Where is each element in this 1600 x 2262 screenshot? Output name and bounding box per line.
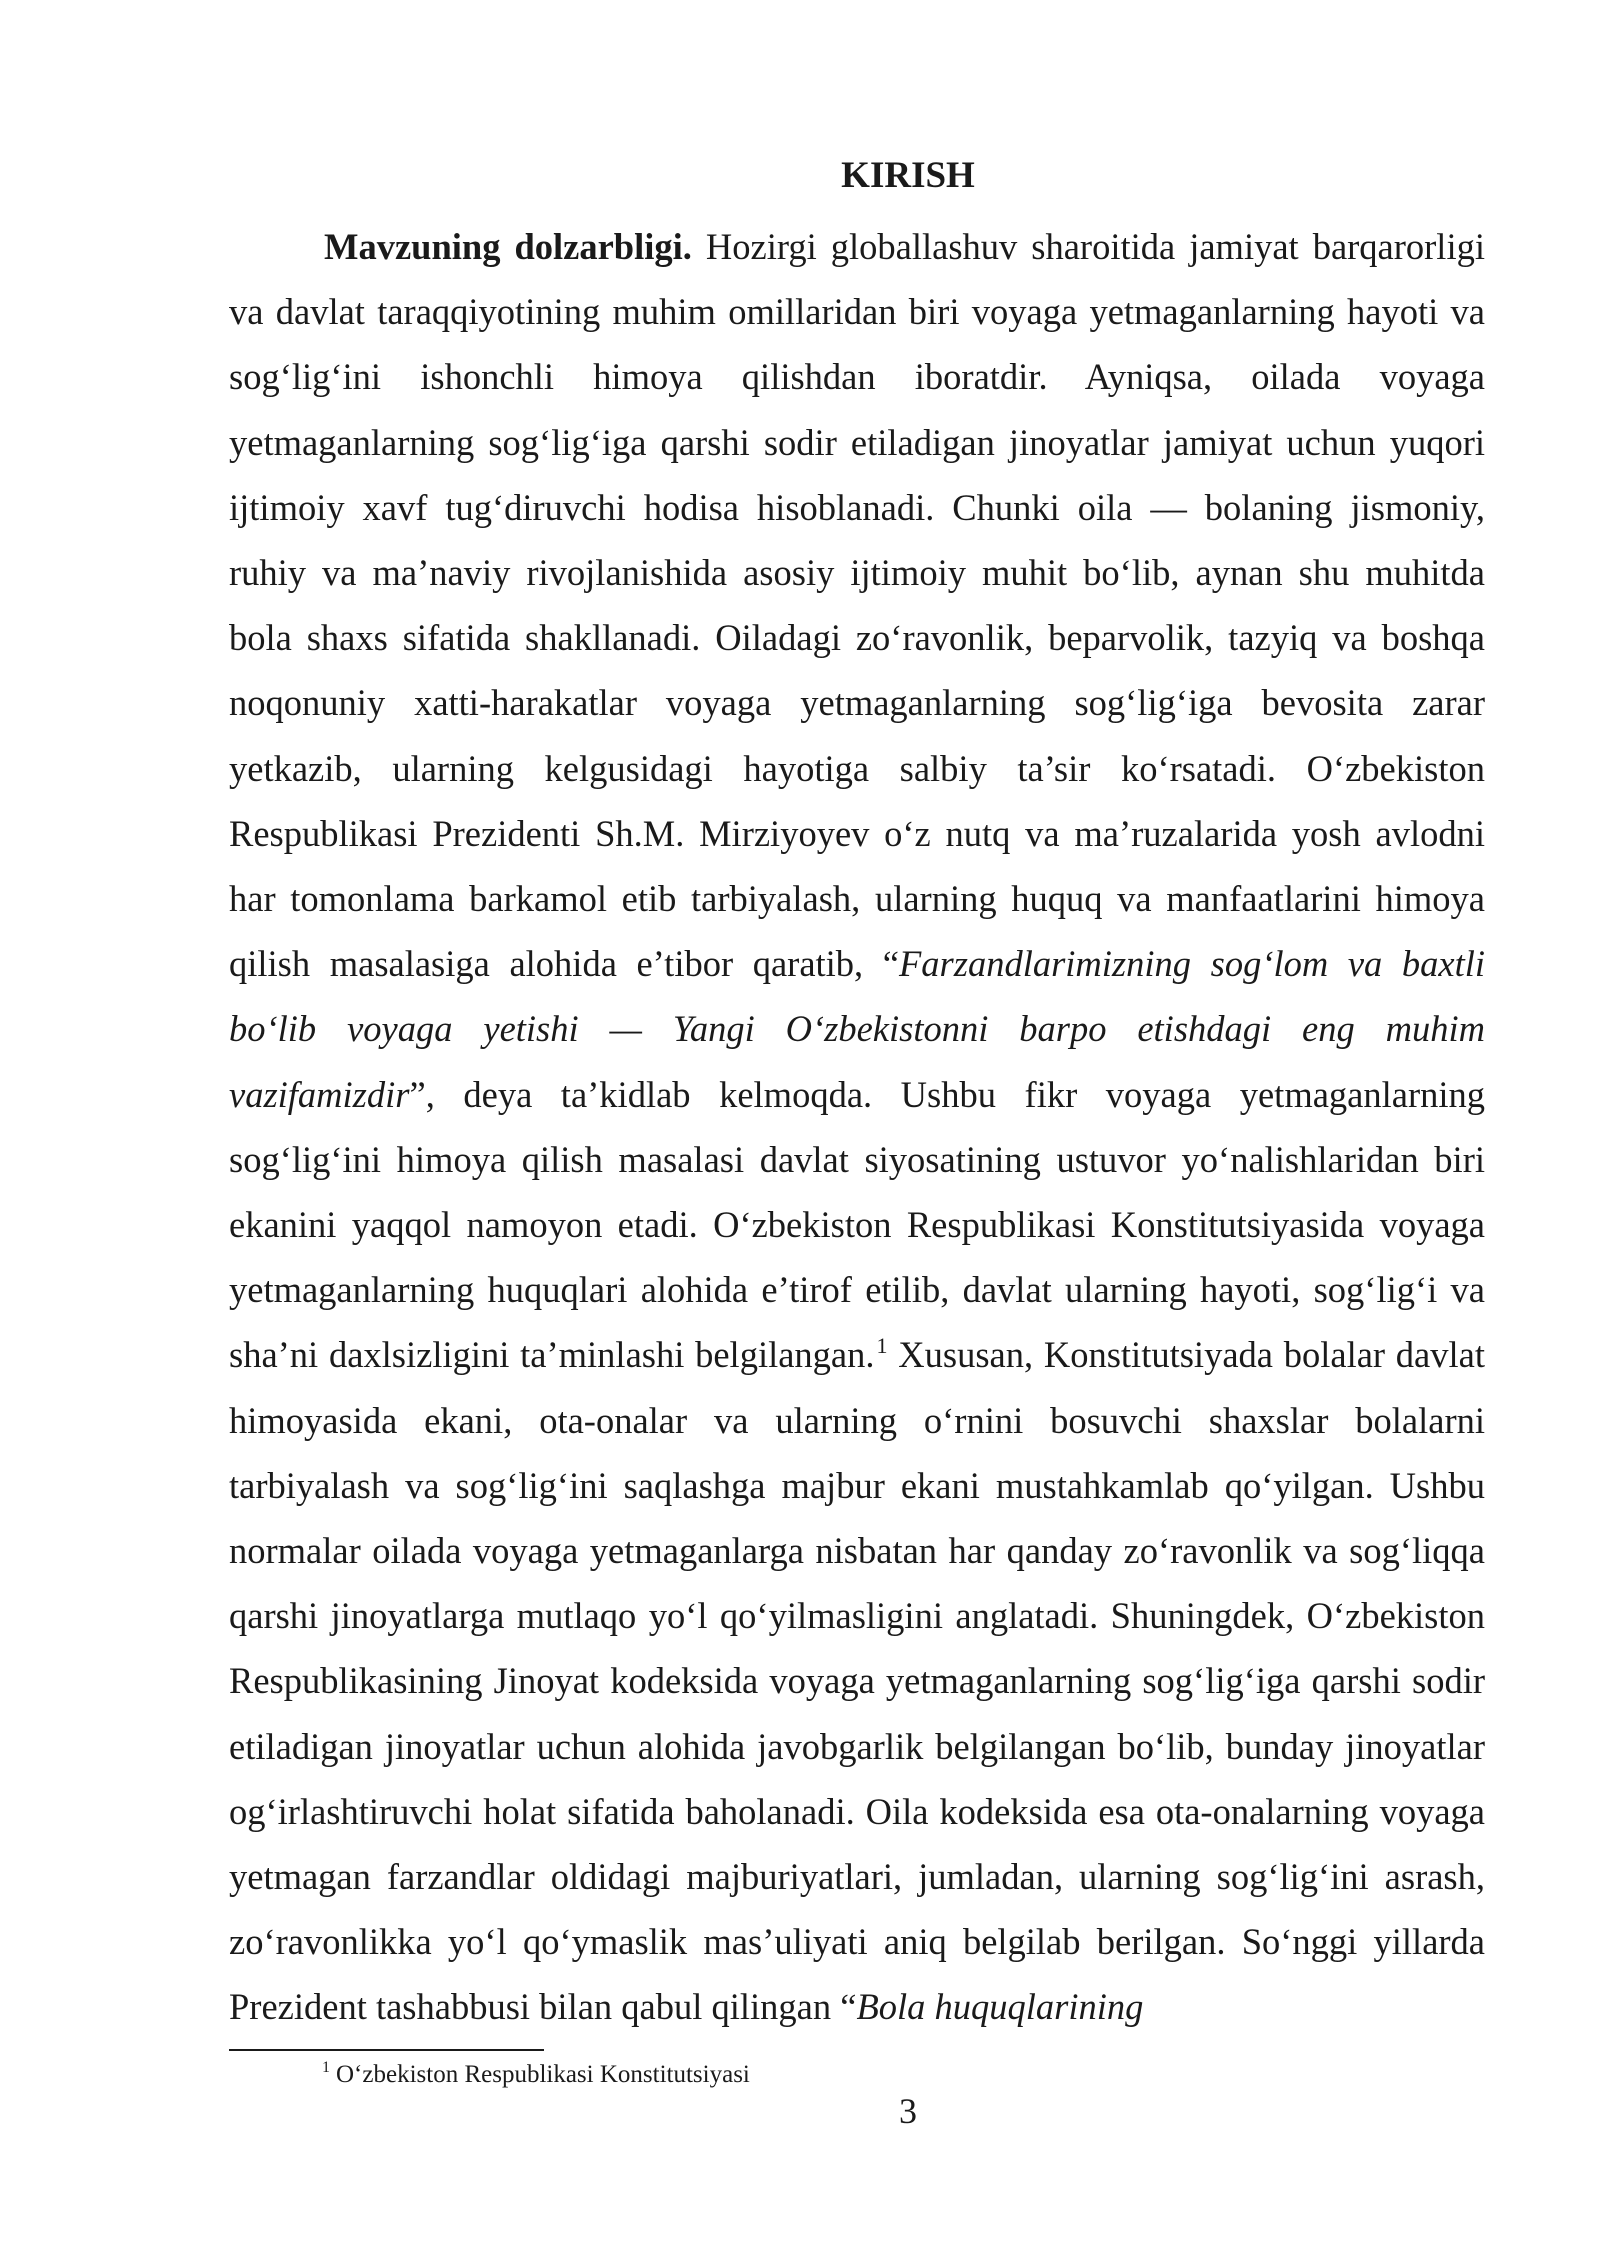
section-lead: Mavzuning dolzarbligi. bbox=[324, 226, 692, 267]
paragraph-text-part-3: Xususan, Konstitutsiyada bolalar davlat himoyasida ekani, ota-onalar va ularning o‘rnini bosuvchi shaxslar bolalarni tarbiyalash va sog‘lig‘ini saqlashga majbur ekani mustahkamlab qo‘yilgan. Ushbu normalar oilada voyaga yetmaganlarga nisbatan har qanday zo‘ravonlik va sog‘liqqa qarshi jinoyatlarga mutlaqo yo‘l qo‘yilmasligini anglatadi. Shuningdek, O‘zbekiston Respublikasining Jinoyat kodeksida voyaga yetmaganlarning sog‘lig‘iga qarshi sodir etiladigan jinoyatlar uchun alohida javobgarlik belgilangan bo‘lib, bunday jinoyatlar og‘irlashtiruvchi holat sifatida baholanadi. Oila kodeksida esa ota-onalarning voyaga yetmagan farzandlar oldidagi majburiyatlari, jumladan, ularning sog‘lig‘ini asrash, zo‘ravonlikka yo‘l qo‘ymaslik mas’uliyati aniq belgilab berilgan. So‘nggi yillarda Prezident tashabbusi bilan qabul qilingan “ bbox=[229, 1334, 1485, 2028]
body-paragraph bbox=[229, 214, 1485, 2040]
president-quote: Farzandlarimizning sog‘lom va baxtli bo‘lib voyaga yetishi — Yangi O‘zbekistonni barpo etishdagi eng muhim vazifamizdir bbox=[229, 943, 1485, 1115]
footnote-separator bbox=[229, 2049, 544, 2051]
law-title-quote: Bola huquqlarining bbox=[856, 1986, 1144, 2028]
footnote-text: O‘zbekiston Respublikasi Konstitutsiyasi bbox=[336, 2061, 750, 2088]
page-title: KIRISH bbox=[841, 155, 975, 196]
page-number: 3 bbox=[899, 2091, 917, 2131]
footnote-reference[interactable]: 1 bbox=[876, 1333, 888, 1359]
paragraph-text-part-2: ”, deya ta’kidlab kelmoqda. Ushbu fikr voyaga yetmaganlarning sog‘lig‘ini himoya qilish masalasi davlat siyosatining ustuvor yo‘nalishlaridan biri ekanini yaqqol namoyon etadi. O‘zbekiston Respublikasi Konstitutsiyasida voyaga yetmaganlarning huquqlari alohida e’tirof etilib, davlat ularning hayoti, sog‘lig‘i va sha’ni daxlsizligini ta’minlashi belgilangan. bbox=[229, 1073, 1485, 1376]
footnote-number: 1 bbox=[322, 2059, 330, 2076]
paragraph-text-part-1: Hozirgi globallashuv sharoitida jamiyat barqarorligi va davlat taraqqiyotining muhim omillaridan biri voyaga yetmaganlarning hayoti va sog‘lig‘ini ishonchli himoya qilishdan iboratdir. Ayniqsa, oilada voyaga yetmaganlarning sog‘lig‘iga qarshi sodir etiladigan jinoyatlar jamiyat uchun yuqori ijtimoiy xavf tug‘diruvchi hodisa hisoblanadi. Chunki oila — bolaning jismoniy, ruhiy va ma’naviy rivojlanishida asosiy ijtimoiy muhit bo‘lib, aynan shu muhitda bola shaxs sifatida shakllanadi. Oiladagi zo‘ravonlik, beparvolik, tazyiq va boshqa noqonuniy xatti-harakatlar voyaga yetmaganlarning sog‘lig‘iga bevosita zarar yetkazib, ularning kelgusidagi hayotiga salbiy ta’sir ko‘rsatadi. O‘zbekiston Respublikasi Prezidenti Sh.M. Mirziyoyev o‘z nutq va ma’ruzalarida yosh avlodni har tomonlama barkamol etib tarbiyalash, ularning huquq va manfaatlarini himoya qilish masalasiga alohida e’tibor qaratib, “ bbox=[229, 226, 1485, 985]
